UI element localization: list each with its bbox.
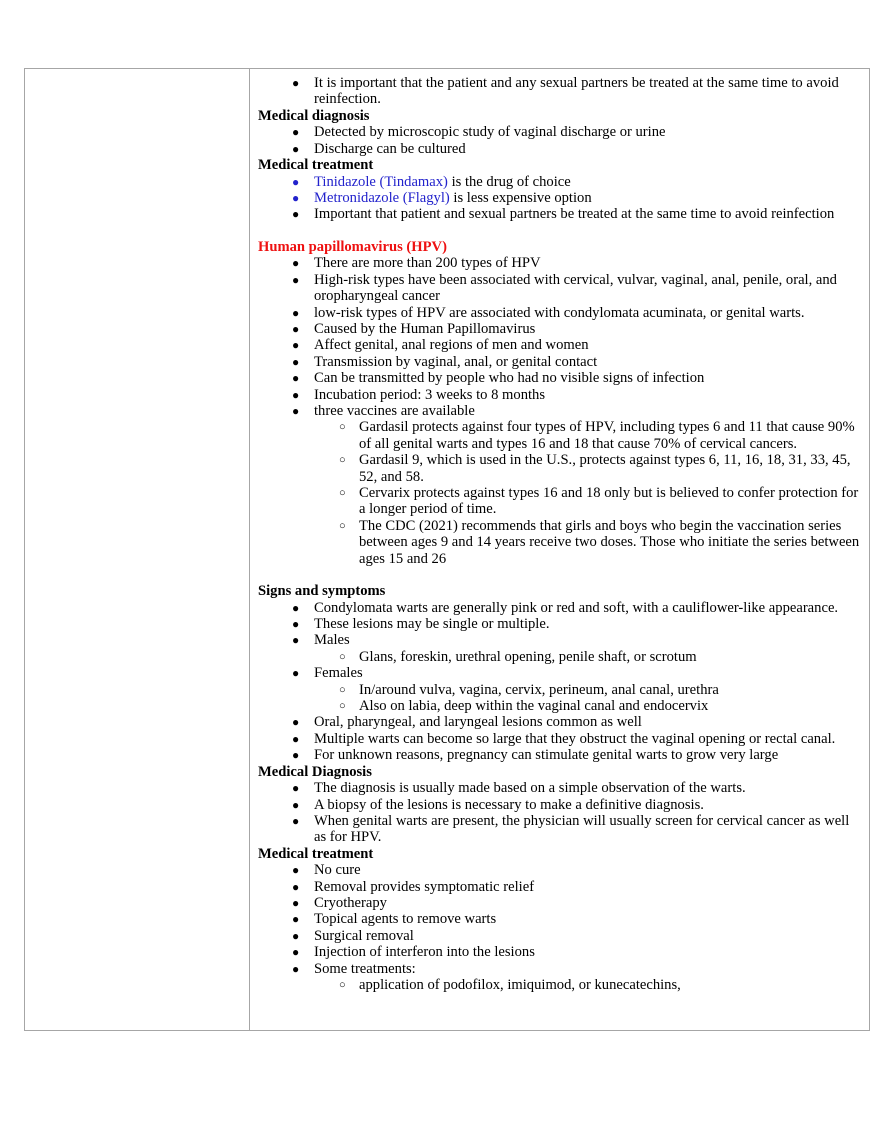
bullet-icon: ● (292, 600, 300, 615)
sub-list-item (308, 649, 863, 665)
hollow-bullet-icon: ○ (339, 650, 346, 663)
list-item (256, 206, 863, 222)
sub-list-item (308, 698, 863, 714)
sub-list-item-text: Also on labia, deep within the vaginal canal and endocervix (359, 698, 709, 714)
bullet-icon: ● (292, 354, 300, 369)
list-item (256, 124, 863, 140)
list-item-text: Some treatments: (314, 960, 416, 977)
bullet-icon: ● (292, 912, 300, 927)
sub-bullet-list (308, 682, 863, 715)
bullet-icon: ● (292, 371, 300, 386)
list-item-text: There are more than 200 types of HPV (314, 255, 541, 272)
bullet-icon: ● (292, 813, 300, 828)
list-item (256, 911, 863, 927)
list-item-text: For unknown reasons, pregnancy can stimulate genital warts to grow very large (314, 747, 779, 764)
list-item (256, 813, 863, 846)
bullet-icon: ● (292, 125, 300, 140)
list-item (256, 862, 863, 878)
bullet-icon: ● (292, 272, 300, 287)
list-item-text: Multiple warts can become so large that they obstruct the vaginal opening or rectal canal. (314, 730, 836, 747)
hollow-bullet-icon: ○ (339, 979, 346, 992)
sub-list-item-text: Glans, foreskin, urethral opening, penile shaft, or scrotum (359, 648, 697, 665)
hollow-bullet-icon: ○ (339, 487, 346, 500)
hollow-bullet-icon: ○ (339, 421, 346, 434)
list-item-text: Detected by microscopic study of vaginal discharge or urine (314, 124, 666, 141)
list-item (256, 403, 863, 567)
bullet-icon: ● (292, 387, 300, 402)
list-item (256, 928, 863, 944)
list-item-text: Metronidazole (Flagyl) is less expensive option (314, 190, 592, 207)
section-heading: Signs and symptoms (258, 583, 386, 600)
bullet-icon: ● (292, 174, 300, 189)
list-item-text: Can be transmitted by people who had no visible signs of infection (314, 370, 705, 387)
list-item-text: High-risk types have been associated with cervical, vulvar, vaginal, anal, penile, oral, and oropharyngeal cancer (314, 271, 837, 305)
bullet-icon: ● (292, 666, 300, 681)
hollow-bullet-icon: ○ (339, 700, 346, 712)
bullet-icon: ● (292, 616, 300, 631)
list-item-text: Topical agents to remove warts (314, 911, 497, 928)
list-item-text: No cure (314, 862, 361, 879)
sub-list-item-text: application of podofilox, imiquimod, or kunecatechins, (359, 977, 681, 994)
sub-list-item-text: The CDC (2021) recommends that girls and boys who begin the vaccination series between ages 9 and 14 years receive two doses. Those who initiate the series between ages 15 and 26 (359, 517, 860, 567)
list-item (256, 961, 863, 994)
sub-list-item (308, 452, 863, 485)
list-item (256, 632, 863, 665)
list-item-text: Cryotherapy (314, 895, 387, 912)
bullet-icon: ● (292, 896, 300, 911)
list-item (256, 272, 863, 305)
list-item (256, 321, 863, 337)
list-item (256, 747, 863, 763)
list-item-text: Transmission by vaginal, anal, or genital contact (314, 353, 598, 370)
bullet-icon: ● (292, 928, 300, 943)
list-item-text: It is important that the patient and any sexual partners be treated at the same time to avoid reinfection. (314, 75, 839, 108)
list-item (256, 255, 863, 271)
list-item-text: Surgical removal (314, 927, 414, 944)
section-heading: Medical Diagnosis (258, 763, 372, 780)
sub-list-item-text: Gardasil protects against four types of HPV, including types 6 and 11 that cause 90% of all genital warts and types 16 and 18 that cause 70% of cervical cancers. (359, 419, 855, 452)
sub-list-item (308, 977, 863, 993)
table-row (25, 69, 870, 1031)
list-item-text: three vaccines are available (314, 403, 475, 419)
list-item (256, 354, 863, 370)
list-item (256, 174, 863, 190)
section-heading: Human papillomavirus (HPV) (258, 238, 447, 255)
list-item-text: The diagnosis is usually made based on a simple observation of the warts. (314, 780, 746, 797)
bullet-list (256, 780, 863, 846)
bullet-list (256, 600, 863, 764)
bullet-icon: ● (292, 879, 300, 894)
list-item (256, 797, 863, 813)
list-item (256, 616, 863, 632)
bullet-list (256, 174, 863, 223)
list-item (256, 387, 863, 403)
list-item (256, 714, 863, 730)
bullet-icon: ● (292, 797, 300, 812)
list-item (256, 337, 863, 353)
bullet-icon: ● (292, 731, 300, 746)
bullet-icon: ● (292, 781, 300, 796)
content-table (24, 68, 870, 1031)
bullet-list (256, 862, 863, 993)
sub-bullet-list (308, 419, 863, 567)
list-item-text: Affect genital, anal regions of men and women (314, 337, 589, 354)
list-item-text: Females (314, 665, 363, 682)
list-item-text: Discharge can be cultured (314, 140, 466, 157)
bottom-padding (256, 994, 863, 1016)
hollow-bullet-icon: ○ (339, 519, 346, 532)
list-item-text: Removal provides symptomatic relief (314, 878, 535, 895)
bullet-icon: ● (292, 305, 300, 320)
bullet-icon: ● (292, 76, 300, 90)
sub-list-item (308, 682, 863, 698)
sub-list-item-text: In/around vulva, vagina, cervix, perineum, anal canal, urethra (359, 681, 719, 698)
bullet-icon: ● (292, 321, 300, 336)
sub-bullet-list (308, 649, 863, 665)
left-empty-column (25, 69, 250, 1031)
sub-list-item (308, 419, 863, 452)
blank-line (256, 223, 863, 239)
sub-bullet-list (308, 977, 863, 993)
list-item (256, 895, 863, 911)
sub-list-item (308, 485, 863, 518)
bullet-icon: ● (292, 945, 300, 960)
list-item-text: Condylomata warts are generally pink or red and soft, with a cauliflower-like appearance. (314, 599, 839, 616)
sub-list-item (308, 518, 863, 567)
bullet-list (256, 124, 863, 157)
list-item (256, 190, 863, 206)
bullet-icon: ● (292, 207, 300, 222)
list-item (256, 879, 863, 895)
list-item (256, 141, 863, 157)
section-heading: Medical treatment (258, 845, 374, 862)
bullet-icon: ● (292, 863, 300, 878)
bullet-icon: ● (292, 404, 300, 418)
list-item-text: Males (314, 632, 350, 649)
list-item (256, 665, 863, 714)
list-item (256, 75, 863, 108)
bullet-icon: ● (292, 748, 300, 763)
drug-name: Tinidazole (Tindamax) (314, 173, 448, 190)
bullet-list (256, 75, 863, 108)
drug-name: Metronidazole (Flagyl) (314, 190, 450, 207)
bullet-icon: ● (292, 338, 300, 353)
sub-list-item-text: Cervarix protects against types 16 and 18 only but is believed to confer protection for a longer period of time. (359, 485, 859, 518)
list-item (256, 305, 863, 321)
document-body (256, 75, 863, 994)
list-item (256, 600, 863, 616)
hollow-bullet-icon: ○ (339, 683, 346, 696)
bullet-icon: ● (292, 715, 300, 730)
bullet-icon: ● (292, 256, 300, 271)
section-heading: Medical diagnosis (258, 107, 370, 124)
section-heading: Medical treatment (258, 157, 374, 174)
bullet-icon: ● (292, 961, 300, 976)
list-item-text: When genital warts are present, the physician will usually screen for cervical cancer as well as for HPV. (314, 812, 850, 846)
bullet-list (256, 255, 863, 567)
list-item-text: Injection of interferon into the lesions (314, 944, 535, 961)
bullet-icon: ● (292, 141, 300, 156)
list-item-text: Tinidazole (Tindamax) is the drug of choice (314, 173, 571, 190)
list-item (256, 780, 863, 796)
bullet-icon: ● (292, 191, 300, 206)
list-item-text: A biopsy of the lesions is necessary to make a definitive diagnosis. (314, 796, 704, 813)
list-item (256, 944, 863, 960)
list-item-text: Important that patient and sexual partners be treated at the same time to avoid reinfection (314, 206, 835, 223)
list-item-text: low-risk types of HPV are associated with condylomata acuminata, or genital warts. (314, 304, 805, 321)
list-item-text: Oral, pharyngeal, and laryngeal lesions common as well (314, 714, 642, 731)
list-item (256, 731, 863, 747)
blank-line (256, 567, 863, 583)
sub-list-item-text: Gardasil 9, which is used in the U.S., protects against types 6, 11, 16, 18, 31, 33, 45, 52, and 58. (359, 452, 851, 485)
main-content-column (250, 69, 870, 1031)
list-item-text: These lesions may be single or multiple. (314, 615, 550, 632)
list-item-text: Incubation period: 3 weeks to 8 months (314, 386, 546, 403)
bullet-icon: ● (292, 633, 300, 648)
hollow-bullet-icon: ○ (339, 454, 346, 467)
list-item-text: Caused by the Human Papillomavirus (314, 320, 536, 337)
list-item (256, 370, 863, 386)
